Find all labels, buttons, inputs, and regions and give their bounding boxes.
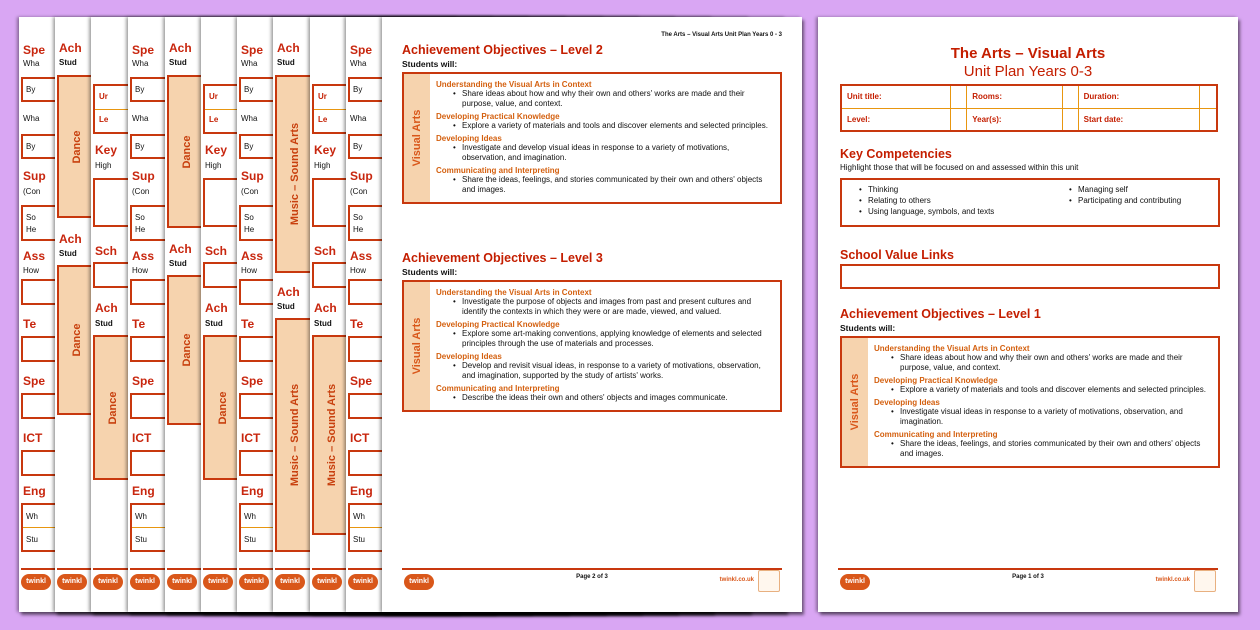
text-fragment: High (314, 161, 331, 170)
table-label-cell: Unit title: (841, 85, 951, 108)
heading-fragment: Spe (132, 374, 155, 388)
heading-fragment: Spe (23, 374, 46, 388)
heading-fragment: Spe (132, 43, 155, 57)
text-fragment: Stud (169, 259, 187, 268)
strand-heading: Communicating and Interpreting (436, 166, 560, 175)
school-value-box[interactable] (840, 264, 1220, 289)
subject-column (404, 74, 430, 202)
heading-fragment: Sup (132, 169, 155, 183)
field-text: He (353, 225, 364, 234)
heading-fragment: Key (205, 143, 228, 157)
text-fragment: Wha (241, 114, 258, 123)
page-2 (382, 17, 802, 612)
heading-fragment: Ass (350, 249, 373, 263)
objective-bullet: • Share the ideas, feelings, and stories communicated by their own and others' objects and images. (874, 439, 1212, 459)
table-label-cell: Year(s): (967, 108, 1062, 131)
strand-heading: Developing Practical Knowledge (436, 112, 560, 121)
section-heading: Achievement Objectives – Level 2 (402, 43, 603, 57)
field-text: By (353, 142, 363, 151)
competency-item: • Thinking (842, 185, 1052, 195)
field-text: So (244, 213, 254, 222)
field-text: Stu (244, 535, 257, 544)
heading-fragment: Ach (95, 301, 118, 315)
subject-label: Visual Arts (849, 373, 861, 431)
table-input-cell[interactable] (951, 85, 967, 108)
field-text: By (26, 85, 36, 94)
table-input-cell[interactable] (951, 108, 967, 131)
heading-fragment: ICT (23, 431, 43, 445)
field-text: By (353, 85, 363, 94)
heading-fragment: Spe (23, 43, 46, 57)
twinkl-logo: twinkl (312, 574, 342, 590)
subject-label: Music – Sound Arts (326, 383, 338, 487)
strand-heading: Understanding the Visual Arts in Context (436, 80, 592, 89)
school-value-heading: School Value Links (840, 248, 954, 262)
heading-fragment: Te (350, 317, 364, 331)
table-label: Le (209, 115, 219, 124)
text-fragment: How (23, 266, 40, 275)
objective-bullet: • Explore a variety of materials and tools and discover elements and selected principles. (874, 385, 1212, 395)
table-label: Ur (99, 92, 108, 101)
text-fragment: Stud (277, 302, 295, 311)
objective-bullet: • Investigate the purpose of objects and images from past and present cultures and identify the contexts in which they were or are made, viewed, and valued. (436, 297, 774, 317)
badge-icon (758, 570, 780, 592)
page-1 (818, 17, 1238, 612)
table-label-cell: Rooms: (967, 85, 1062, 108)
text-fragment: High (205, 161, 222, 170)
twinkl-logo: twinkl (840, 574, 870, 590)
text-fragment: How (132, 266, 149, 275)
field-text: Stu (135, 535, 148, 544)
table-label-cell: Level: (841, 108, 951, 131)
table-input-cell[interactable] (1200, 108, 1217, 131)
strand-heading: Developing Ideas (874, 398, 940, 407)
competency-item: • Managing self (1052, 185, 1181, 195)
field-text: By (244, 85, 254, 94)
twinkl-logo: twinkl (130, 574, 160, 590)
twinkl-logo: twinkl (167, 574, 197, 590)
table-input-cell[interactable] (1062, 85, 1078, 108)
subject-label: Dance (71, 323, 83, 357)
text-fragment: High (95, 161, 112, 170)
text-fragment: (Con (132, 187, 150, 196)
competency-item: • Using language, symbols, and texts (842, 207, 1052, 217)
heading-fragment: Eng (350, 484, 373, 498)
page-number: Page 2 of 3 (576, 574, 608, 580)
field-text: Stu (26, 535, 39, 544)
text-fragment: Stud (95, 319, 113, 328)
subject-label: Dance (107, 390, 119, 425)
section-heading: Achievement Objectives – Level 1 (840, 307, 1041, 321)
heading-fragment: Spe (241, 43, 264, 57)
strand-heading: Developing Ideas (436, 134, 502, 143)
doc-subtitle: Unit Plan Years 0-3 (963, 63, 1093, 80)
twinkl-logo: twinkl (275, 574, 305, 590)
heading-fragment: Sch (314, 244, 337, 258)
site-link[interactable]: twinkl.co.uk (1155, 577, 1190, 583)
objective-bullet: • Share the ideas, feelings, and stories communicated by their own and others' objects and images. (436, 175, 774, 195)
heading-fragment: Ach (277, 41, 300, 55)
text-fragment: (Con (241, 187, 259, 196)
heading-fragment: Ass (241, 249, 264, 263)
field-text: Stu (353, 535, 366, 544)
objective-bullet: • Investigate and develop visual ideas in response to a variety of motivations, observation, and imagination. (436, 143, 774, 163)
text-fragment: Wha (132, 59, 149, 68)
table-input-cell[interactable] (1062, 108, 1078, 131)
twinkl-logo: twinkl (93, 574, 123, 590)
twinkl-logo: twinkl (239, 574, 269, 590)
subject-label: Music – Sound Arts (289, 383, 301, 487)
field-text: So (26, 213, 36, 222)
field-text: He (244, 225, 255, 234)
twinkl-logo: twinkl (21, 574, 51, 590)
subject-column (842, 338, 868, 466)
subject-column (404, 282, 430, 410)
competency-item: • Relating to others (842, 196, 1052, 206)
field-text: By (135, 142, 145, 151)
twinkl-logo: twinkl (203, 574, 233, 590)
strand-heading: Understanding the Visual Arts in Context (436, 288, 592, 297)
twinkl-logo: twinkl (57, 574, 87, 590)
heading-fragment: Sup (350, 169, 373, 183)
objective-bullet: • Explore a variety of materials and tools and discover elements and selected principles. (436, 121, 774, 131)
students-will-label: Students will: (840, 323, 896, 333)
heading-fragment: Ass (132, 249, 155, 263)
heading-fragment: Te (132, 317, 146, 331)
subject-label: Dance (217, 390, 229, 425)
strand-heading: Communicating and Interpreting (436, 384, 560, 393)
heading-fragment: Eng (241, 484, 264, 498)
objective-bullet: • Describe the ideas their own and others' objects and images communicate. (436, 393, 774, 403)
text-fragment: Wha (241, 59, 258, 68)
field-text: He (135, 225, 146, 234)
table-label: Ur (209, 92, 218, 101)
table-label-cell: Duration: (1078, 85, 1199, 108)
objectives-box (402, 280, 782, 412)
text-fragment: How (241, 266, 258, 275)
objectives-box (840, 336, 1220, 468)
heading-fragment: Ach (169, 242, 192, 256)
heading-fragment: Ach (59, 41, 82, 55)
text-fragment: Stud (314, 319, 332, 328)
twinkl-logo: twinkl (404, 574, 434, 590)
key-competencies-note: Highlight those that will be focused on and assessed within this unit (840, 163, 1079, 172)
heading-fragment: Ach (277, 285, 300, 299)
text-fragment: Wha (350, 114, 367, 123)
heading-fragment: Ach (205, 301, 228, 315)
heading-fragment: Key (95, 143, 118, 157)
heading-fragment: Sch (95, 244, 118, 258)
subject-label: Dance (71, 129, 83, 164)
table-label-cell: Start date: (1078, 108, 1199, 131)
text-fragment: Stud (205, 319, 223, 328)
text-fragment: Stud (59, 58, 77, 67)
text-fragment: Wha (23, 114, 40, 123)
field-text: Wh (244, 512, 256, 521)
heading-fragment: Te (23, 317, 37, 331)
field-text: By (135, 85, 145, 94)
table-label: Le (318, 115, 328, 124)
field-text: By (244, 142, 254, 151)
students-will-label: Students will: (402, 59, 458, 69)
text-fragment: Wha (132, 114, 149, 123)
text-fragment: Wha (23, 59, 40, 68)
doc-title: The Arts – Visual Arts (950, 45, 1106, 62)
objective-bullet: • Develop and revisit visual ideas, in response to a variety of motivations, observation, and imagination, supported by the study of artists' works. (436, 361, 774, 381)
badge-icon (1194, 570, 1216, 592)
field-text: He (26, 225, 37, 234)
text-fragment: (Con (23, 187, 41, 196)
subject-label: Music – Sound Arts (289, 122, 301, 226)
heading-fragment: Spe (350, 374, 373, 388)
objective-bullet: • Share ideas about how and why their own and others' works are made and their purpose, value, and context. (874, 353, 1212, 373)
heading-fragment: Ass (23, 249, 46, 263)
heading-fragment: Eng (132, 484, 155, 498)
text-fragment: Stud (277, 58, 295, 67)
objectives-box (402, 72, 782, 204)
subject-label: Dance (181, 333, 193, 367)
table-label: Le (99, 115, 109, 124)
heading-fragment: ICT (132, 431, 152, 445)
text-fragment: Stud (59, 249, 77, 258)
table-input-cell[interactable] (1200, 85, 1217, 108)
strand-heading: Developing Practical Knowledge (436, 320, 560, 329)
text-fragment: (Con (350, 187, 368, 196)
heading-fragment: Ach (169, 41, 192, 55)
heading-fragment: ICT (350, 431, 370, 445)
subject-label: Dance (181, 134, 193, 169)
text-fragment: Stud (169, 58, 187, 67)
subject-label: Visual Arts (411, 317, 423, 375)
strand-heading: Developing Practical Knowledge (874, 376, 998, 385)
field-text: Wh (135, 512, 147, 521)
objective-bullet: • Explore some art-making conventions, applying knowledge of elements and selected principles through the use of materials and processes. (436, 329, 774, 349)
field-text: By (26, 142, 36, 151)
field-text: So (135, 213, 145, 222)
strand-heading: Developing Ideas (436, 352, 502, 361)
site-link[interactable]: twinkl.co.uk (719, 577, 754, 583)
heading-fragment: Key (314, 143, 337, 157)
heading-fragment: Sup (23, 169, 46, 183)
heading-fragment: Spe (350, 43, 373, 57)
section-heading: Achievement Objectives – Level 3 (402, 251, 603, 265)
footer-line (402, 568, 782, 570)
heading-fragment: Eng (23, 484, 46, 498)
text-fragment: How (350, 266, 367, 275)
objective-bullet: • Investigate visual ideas in response to a variety of motivations, observation, and imagination. (874, 407, 1212, 427)
heading-fragment: Spe (241, 374, 264, 388)
twinkl-logo: twinkl (348, 574, 378, 590)
field-text: So (353, 213, 363, 222)
key-competencies-box (840, 178, 1220, 227)
heading-fragment: Sch (205, 244, 228, 258)
students-will-label: Students will: (402, 267, 458, 277)
table-label: Ur (318, 92, 327, 101)
competency-item: • Participating and contributing (1052, 196, 1181, 206)
heading-fragment: Te (241, 317, 255, 331)
footer-line (838, 568, 1218, 570)
strand-heading: Understanding the Visual Arts in Context (874, 344, 1030, 353)
heading-fragment: Sup (241, 169, 264, 183)
page-number: Page 1 of 3 (1012, 574, 1044, 580)
objective-bullet: • Share ideas about how and why their own and others' works are made and their purpose, value, and context. (436, 89, 774, 109)
subject-label: Visual Arts (411, 109, 423, 167)
heading-fragment: ICT (241, 431, 261, 445)
running-header: The Arts – Visual Arts Unit Plan Years 0 - 3 (661, 32, 782, 38)
key-competencies-heading: Key Competencies (840, 147, 952, 161)
field-text: Wh (353, 512, 365, 521)
heading-fragment: Ach (59, 232, 82, 246)
unit-info-table (840, 84, 1218, 132)
strand-heading: Communicating and Interpreting (874, 430, 998, 439)
field-text: Wh (26, 512, 38, 521)
heading-fragment: Ach (314, 301, 337, 315)
text-fragment: Wha (350, 59, 367, 68)
